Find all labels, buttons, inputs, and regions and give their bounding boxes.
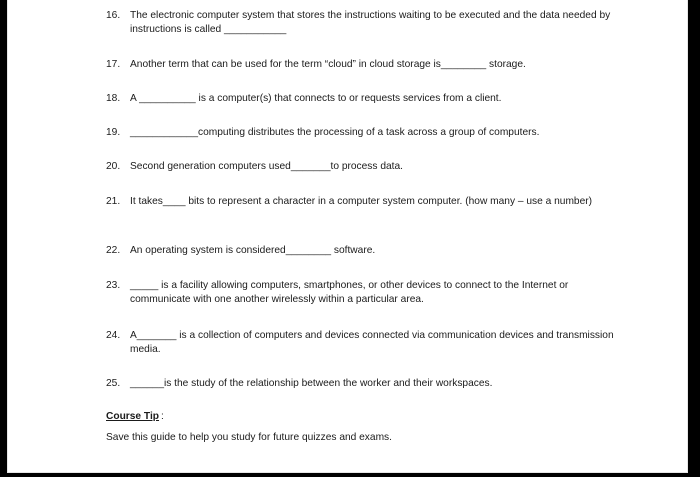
question-text: A_______ is a collection of computers and devices connected via communication devices and transmission media. xyxy=(130,330,614,355)
question-text: A __________ is a computer(s) that connects to or requests services from a client. xyxy=(130,93,502,104)
course-tip-text: Save this guide to help you study for future quizzes and exams. xyxy=(106,432,392,443)
question-number: 16. xyxy=(106,10,121,21)
question-text: Second generation computers used_______to process data. xyxy=(130,161,403,172)
question-24 xyxy=(106,329,626,357)
course-tip-colon: : xyxy=(161,411,164,422)
question-17 xyxy=(106,58,626,72)
question-text: It takes____ bits to represent a character in a computer system computer. (how many – use a number) xyxy=(130,196,593,207)
question-19 xyxy=(106,126,626,140)
question-21 xyxy=(106,195,626,209)
question-number: 22. xyxy=(106,245,121,256)
question-16 xyxy=(106,9,626,37)
question-text: _____ is a facility allowing computers, smartphones, or other devices to connect to the Internet or communicate with one another wirelessly within a particular area. xyxy=(130,280,569,305)
question-text: ____________computing distributes the processing of a task across a group of computers. xyxy=(130,127,540,138)
question-23 xyxy=(106,279,626,307)
question-18 xyxy=(106,92,626,106)
question-number: 24. xyxy=(106,330,121,341)
question-number: 20. xyxy=(106,161,121,172)
question-20 xyxy=(106,160,626,174)
question-number: 19. xyxy=(106,127,121,138)
worksheet-page xyxy=(8,0,687,472)
course-tip-heading: Course Tip xyxy=(106,411,160,422)
question-number: 17. xyxy=(106,59,121,70)
question-22 xyxy=(106,244,626,258)
question-number: 25. xyxy=(106,378,121,389)
question-text: The electronic computer system that stores the instructions waiting to be executed and the data needed by instructions is called ___________ xyxy=(130,10,611,35)
question-text: An operating system is considered________ software. xyxy=(130,245,376,256)
question-text: Another term that can be used for the term “cloud” in cloud storage is________ storage. xyxy=(130,59,526,70)
question-number: 21. xyxy=(106,196,121,207)
question-text: ______is the study of the relationship between the worker and their workspaces. xyxy=(130,378,493,389)
question-number: 18. xyxy=(106,93,121,104)
question-number: 23. xyxy=(106,280,121,291)
question-25 xyxy=(106,377,626,391)
